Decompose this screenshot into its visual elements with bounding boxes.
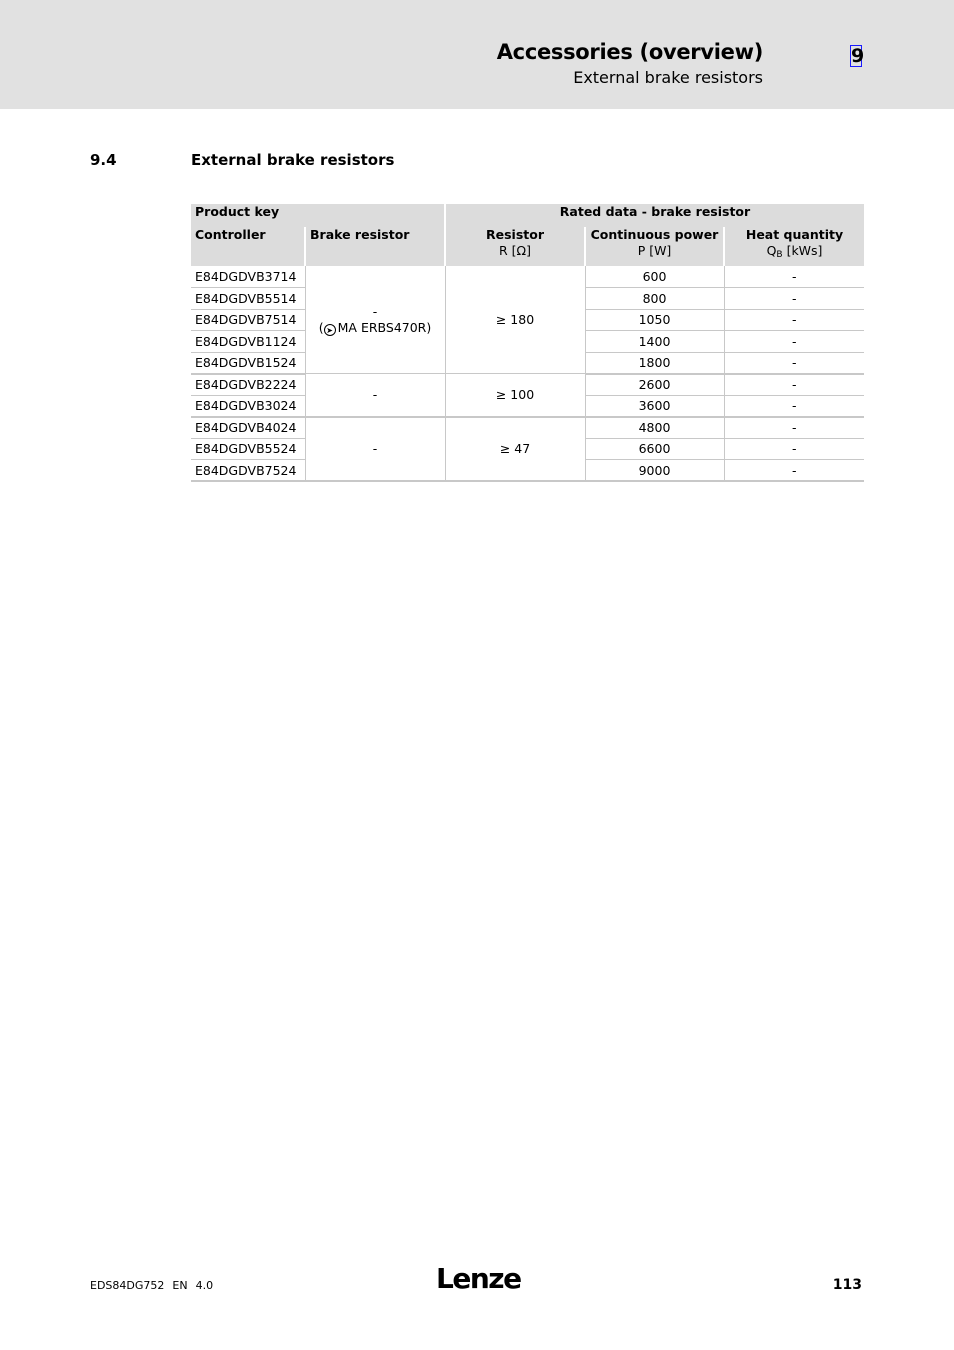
cell-power: 6600 [585,438,724,460]
header-resistor-label: Resistor [486,227,544,242]
header-brake-resistor: Brake resistor [305,227,445,266]
footer-doc-info [90,1279,221,1292]
header-power-unit: P [W] [637,243,672,258]
footer-doc-id: EDS84DG752 [90,1279,165,1292]
cell-power: 1050 [585,309,724,331]
chapter-marker[interactable]: 9 [851,45,865,67]
cell-brake-resistor: - [305,374,445,417]
header-power-label: Continuous power [590,227,719,242]
lenze-logo: Lenze [436,1262,521,1295]
cell-power: 3600 [585,395,724,417]
header-heat [724,227,864,266]
page-header-subtitle: External brake resistors [573,68,763,87]
cell-heat: - [724,352,864,374]
header-band [0,0,954,109]
brake-resistor-model[interactable]: MA ERBS470R) [337,319,432,335]
section-title: External brake resistors [191,151,395,169]
page-number: 113 [832,1277,862,1293]
cell-brake-resistor [305,266,445,374]
cell-controller: E84DGDVB3024 [191,395,305,417]
heat-unit-rest: [kWs] [782,243,823,258]
cell-power: 800 [585,288,724,310]
table-row [191,374,864,396]
cell-heat: - [724,417,864,439]
cell-controller: E84DGDVB7514 [191,309,305,331]
cell-controller: E84DGDVB1524 [191,352,305,374]
heat-unit-symbol: Q [766,243,777,258]
cell-power: 4800 [585,417,724,439]
ref-open-paren: ( [318,319,324,335]
header-resistor-unit: R [Ω] [499,243,531,258]
brake-resistor-dash: - [372,303,378,319]
footer-language: EN [172,1279,188,1292]
cell-resistor: ≥ 180 [445,266,585,374]
header-rated-data: Rated data - brake resistor [445,204,864,227]
cell-power: 9000 [585,460,724,482]
table-row [191,266,864,288]
header-product-key: Product key [191,204,445,227]
cell-heat: - [724,266,864,288]
section-number: 9.4 [90,151,117,169]
heat-unit-subscript: B [776,250,783,260]
cell-resistor: ≥ 47 [445,417,585,482]
page-header-title: Accessories (overview) [496,40,763,64]
cell-heat: - [724,460,864,482]
cell-power: 1400 [585,331,724,353]
header-heat-label: Heat quantity [745,227,844,242]
cell-power: 1800 [585,352,724,374]
cell-heat: - [724,438,864,460]
header-resistor [445,227,585,266]
table-row [191,417,864,439]
header-heat-unit [725,243,864,263]
cell-controller: E84DGDVB2224 [191,374,305,396]
cell-heat: - [724,331,864,353]
brake-resistor-table [191,204,864,482]
cell-resistor: ≥ 100 [445,374,585,417]
brake-resistor-ref [306,320,445,336]
cell-brake-resistor: - [305,417,445,482]
cell-power: 600 [585,266,724,288]
cell-heat: - [724,288,864,310]
cell-heat: - [724,395,864,417]
cell-controller: E84DGDVB3714 [191,266,305,288]
cell-controller: E84DGDVB4024 [191,417,305,439]
cell-controller: E84DGDVB5524 [191,438,305,460]
cell-power: 2600 [585,374,724,396]
cell-heat: - [724,309,864,331]
cell-heat: - [724,374,864,396]
cell-controller: E84DGDVB5514 [191,288,305,310]
reference-circle-icon: ➤ [324,324,336,336]
header-controller: Controller [191,227,305,266]
footer-version: 4.0 [195,1279,214,1292]
cell-controller: E84DGDVB7524 [191,460,305,482]
header-power [585,227,724,266]
cell-controller: E84DGDVB1124 [191,331,305,353]
